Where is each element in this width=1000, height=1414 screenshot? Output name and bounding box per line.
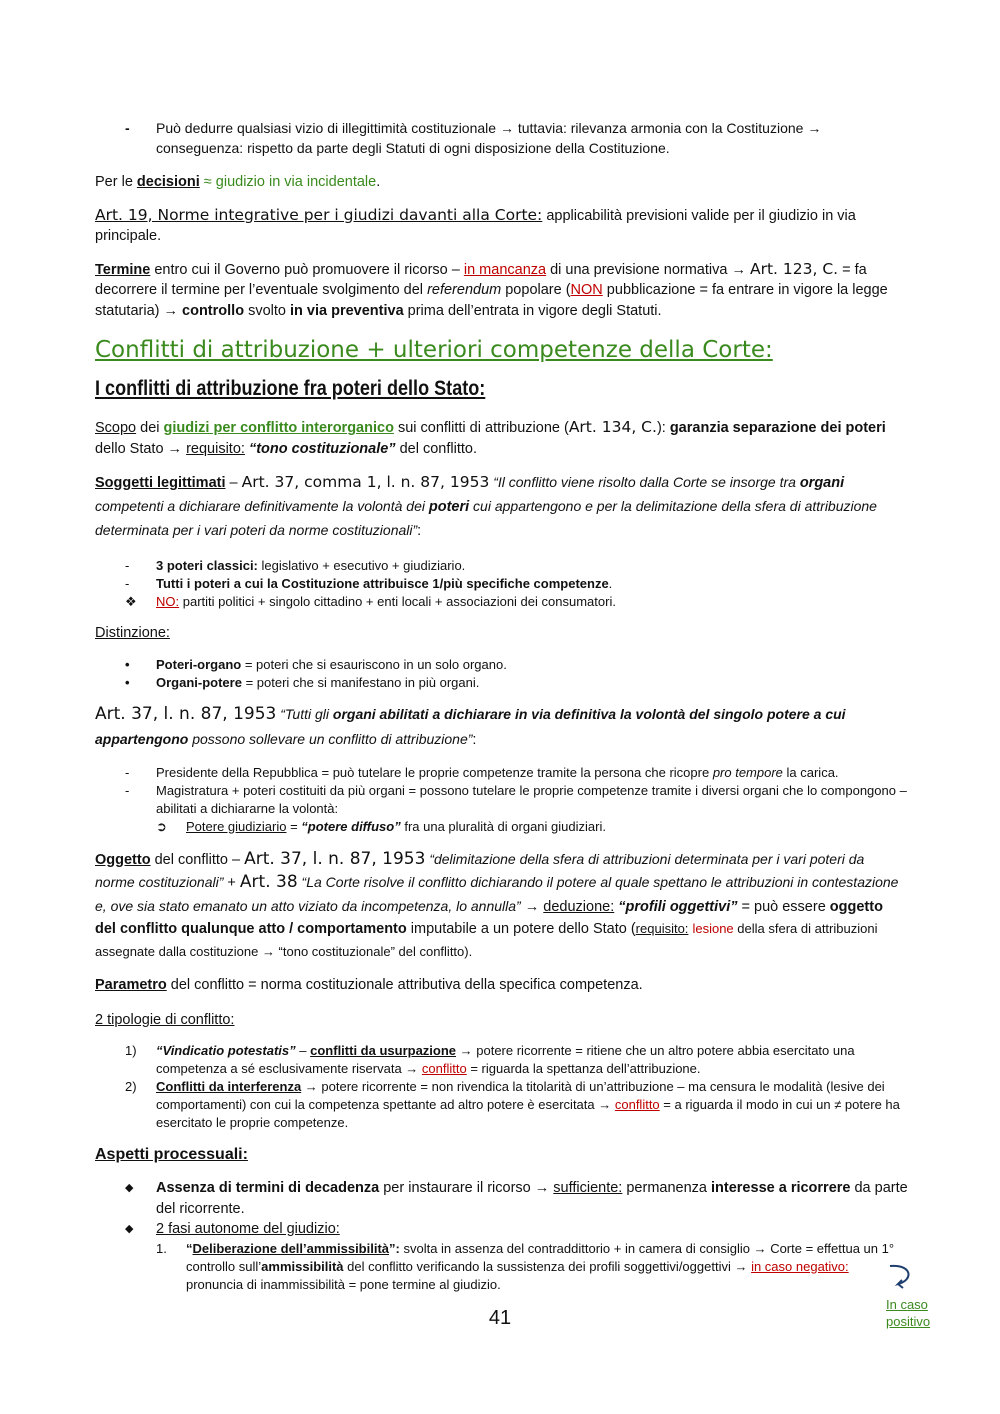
paragraph-parametro: Parametro del conflitto = norma costituzionale attributiva della specifica competenza. (95, 977, 643, 993)
paragraph-scopo: Scopo dei giudizi per conflitto interorganico sui conflitti di attribuzione (Art. 134, C.): garanzia separazione dei poteri dello Stato → requisito: “tono costituzionale” del conflitto. (95, 418, 886, 457)
tipologie-label: 2 tipologie di conflitto: (95, 1011, 235, 1028)
paragraph-termine: Termine entro cui il Governo può promuovere il ricorso – in mancanza di una previsione normativa → Art. 123, C. = fa decorrere il termine per l’eventuale svolgimento del referendum popolare (NON pubblicazione = fa entrare in vigore la legge statutaria) → controllo svolto in via preventiva prima dell’entrata in vigore degli Statuti. (95, 259, 888, 319)
paragraph-art37: Art. 37, l. n. 87, 1953 “Tutti gli organi abilitati a dichiarare in via definitiva la volontà del singolo potere a cui appartengono possono sollevare un conflitto di attribuzione”: (95, 703, 846, 748)
list-item: ◆ Assenza di termini di decadenza per instaurare il ricorso → sufficiente: permanenza interesse a ricorrere da parte del ricorrente. (125, 1180, 908, 1217)
page-number: 41 (488, 1307, 512, 1329)
in-caso-positivo-link[interactable]: In caso (886, 1297, 928, 1312)
list-art37 (95, 764, 910, 836)
list-item: 1) “Vindicatio potestatis” – conflitti da usurpazione → potere ricorrente = ritiene che un altro potere abbia esercitato una competenza a sé esclusivamente riservata → conflitto = riguarda la spettanza dell’attribuzione. (125, 1043, 855, 1076)
list-item: ❖ NO: partiti politici + singolo cittadino + enti locali + associazioni dei consumatori. (125, 594, 616, 609)
distinzione-label: Distinzione: (95, 625, 170, 641)
list-item: - Può dedurre qualsiasi vizio di illegittimità costituzionale → tuttavia: rilevanza armonia con la Costituzione → conseguenza: rispetto da parte degli Statuti di ogni disposizione della Costituzione. (125, 120, 822, 156)
list-item: ◆ 2 fasi autonome del giudizio: (125, 1221, 340, 1237)
list-legittimati (95, 557, 910, 611)
list-aspetti (95, 1178, 910, 1294)
section-heading: Conflitti di attribuzione + ulteriori competenze della Corte: (95, 337, 773, 363)
list-item: - Tutti i poteri a cui la Costituzione attribuisce 1/più specifiche competenze. (125, 576, 613, 591)
list-item: 2) Conflitti da interferenza → potere ricorrente = non rivendica la titolarità di un’attribuzione – ma censura le modalità (lesive dei comportamenti) con cui la competenza spettante ad altro potere è esercitata → conflitto = a riguarda il modo in cui un ≠ potere ha esercitato le proprie competenze. (125, 1079, 900, 1130)
list-distinzione (95, 656, 910, 692)
list-item: - Presidente della Repubblica = può tutelare le proprie competenze tramite la persona che ricopre pro tempore la carica. (125, 764, 839, 780)
list-item: • Poteri-organo = poteri che si esauriscono in un solo organo. (125, 656, 507, 672)
list-item: - Magistratura + poteri costituiti da più organi = possono tutelare le proprie competenze tramite i diversi organi che lo compongono – abilitati a dichiararne la volontà: (125, 782, 907, 816)
list-item: • Organi-potere = poteri che si manifestano in più organi. (125, 674, 480, 690)
list-tipologie (95, 1042, 910, 1132)
document-body (95, 118, 910, 1294)
curved-arrow-icon (886, 1262, 916, 1292)
aspetti-heading: Aspetti processuali: (95, 1146, 248, 1163)
list-item: - 3 poteri classici: legislativo + esecutivo + giudiziario. (125, 558, 466, 573)
paragraph-soggetti: Soggetti legittimati – Art. 37, comma 1, l. n. 87, 1953 “Il conflitto viene risolto dalla Corte se insorge tra organi competenti a dichiarare definitivamente la volontà dei poteri cui appartengono e per la delimitazione della sfera di attribuzione determinata per i vari poteri da norme costituzionali”: (95, 473, 877, 539)
paragraph-art19: Art. 19, Norme integrative per i giudizi davanti alla Corte: applicabilità previsioni valide per il giudizio in via principale. (95, 205, 856, 244)
paragraph-oggetto: Oggetto del conflitto – Art. 37, l. n. 87, 1953 “delimitazione della sfera di attribuzioni determinata per i vari poteri da norme costituzionali” + Art. 38 “La Corte risolve il conflitto dichiarando il potere al quale spettano le attribuzioni in contestazione e, ove sia stato emanato un atto viziato da incompetenza, lo annulla” → deduzione: “profili oggettivi” = può essere oggetto del conflitto qualunque atto / comportamento imputabile a un potere dello Stato (requisito: lesione della sfera di attribuzioni assegnate dalla costituzione → “tono costituzionale” del conflitto). (95, 848, 899, 959)
subsection-heading: I conflitti di attribuzione fra poteri dello Stato: (95, 377, 486, 400)
in-caso-positivo-link-2[interactable]: positivo (886, 1314, 931, 1329)
paragraph-decisioni: Per le decisioni ≈ giudizio in via incidentale. (95, 174, 381, 190)
list-item: 1. “Deliberazione dell’ammissibilità”: svolta in assenza del contraddittorio + in camera di consiglio → Corte = effettua un 1° controllo sull’ammissibilità del conflitto verificando la sussistenza dei profili soggettivi/oggettivi → in caso negativo: pronuncia di inammissibilità = pone termine al giudizio. (156, 1240, 895, 1292)
list-item: ➲ Potere giudiziario = “potere diffuso” fra una pluralità di organi giudiziari. (156, 818, 606, 834)
